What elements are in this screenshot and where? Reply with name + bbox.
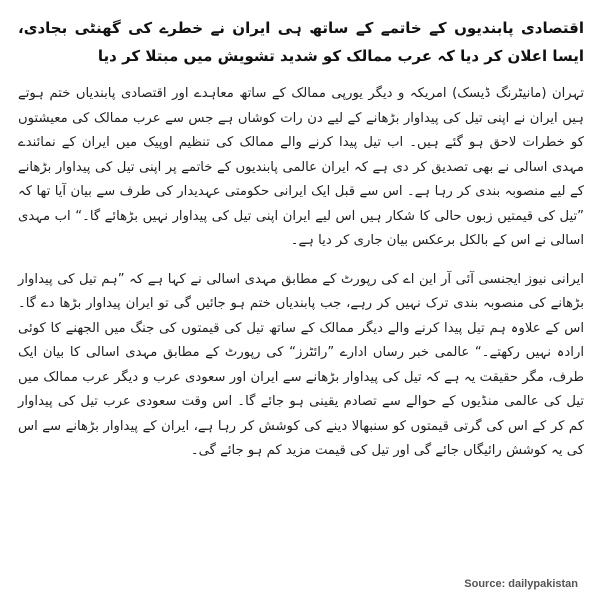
article-paragraph: ایرانی نیوز ایجنسی آئی آر این اے کی رپورٹ کے مطابق مہدی اسالی نے کہا ہے کہ ”ہم تیل کی پیداوار بڑھانے کی منصوبہ بندی ترک نہیں کر رہے، جب پابندیاں ختم ہو جائیں گی تو ایران پیداوار بڑھا دے گا۔ اس کے علاوہ ہم تیل پیدا کرنے والے دیگر ممالک کے ساتھ تیل کی قیمتوں کی جنگ میں الجھنے کا کوئی ارادہ نہیں رکھتے۔“ عالمی خبر رساں ادارے ”رائٹرز“ کی رپورٹ کے مطابق مہدی اسالی کا بیان ایک طرف، مگر حقیقت یہ ہے کہ تیل کی پیداوار بڑھانے سے ایران اور سعودی عرب و دیگر عرب ممالک میں تیل کی عالمی منڈیوں کے حوالے سے تصادم یقینی ہو جائے گا۔ اس وقت سعودی عرب تیل کی پیداوار کم کر کے اس کی گرتی قیمتوں کو سنبھالا دینے کی کوشش کر رہا ہے، ایران کے پیداوار بڑھانے سے اس کی یہ کوشش رائیگاں جائے گی اور تیل کی قیمت مزید کم ہو جائے گی۔ bbox=[18, 271, 584, 458]
article-headline: اقتصادی پابندیوں کے خاتمے کے ساتھ ہی ایران نے خطرے کی گھنٹی بجادی، ایسا اعلان کر دیا کہ عرب ممالک کو شدید تشویش میں مبتلا کر دیا bbox=[18, 19, 584, 65]
article-paragraph: تہران (مانیٹرنگ ڈیسک) امریکہ و دیگر یورپی ممالک کے ساتھ معاہدے اور اقتصادی پابندیاں ختم ہوتے ہیں ایران نے اپنی تیل کی پیداوار بڑھانے کے لیے دن رات کوشاں ہے جس سے عرب ممالک کی معیشتوں کو خطرات لاحق ہو گئے ہیں۔ اب تیل پیدا کرنے والے ممالک کی تنظیم اوپیک میں ایران کے نمائندے مہدی اسالی نے بھی تصدیق کر دی ہے کہ ایران عالمی پابندیوں کے خاتمے پر اپنی تیل کی پیداوار بڑھانے کے لیے منصوبہ بندی کر رہا ہے۔ اس سے قبل ایک ایرانی حکومتی عہدیدار کی طرف سے بیان آیا تھا کہ ”تیل کی قیمتیں زبوں حالی کا شکار ہیں اس لیے ایران اپنی تیل کی پیداوار نہیں بڑھائے گا۔“ اب مہدی اسالی نے اس کے بالکل برعکس بیان جاری کر دیا ہے۔ bbox=[18, 86, 584, 248]
source-credit: Source: dailypakistan bbox=[464, 578, 578, 590]
